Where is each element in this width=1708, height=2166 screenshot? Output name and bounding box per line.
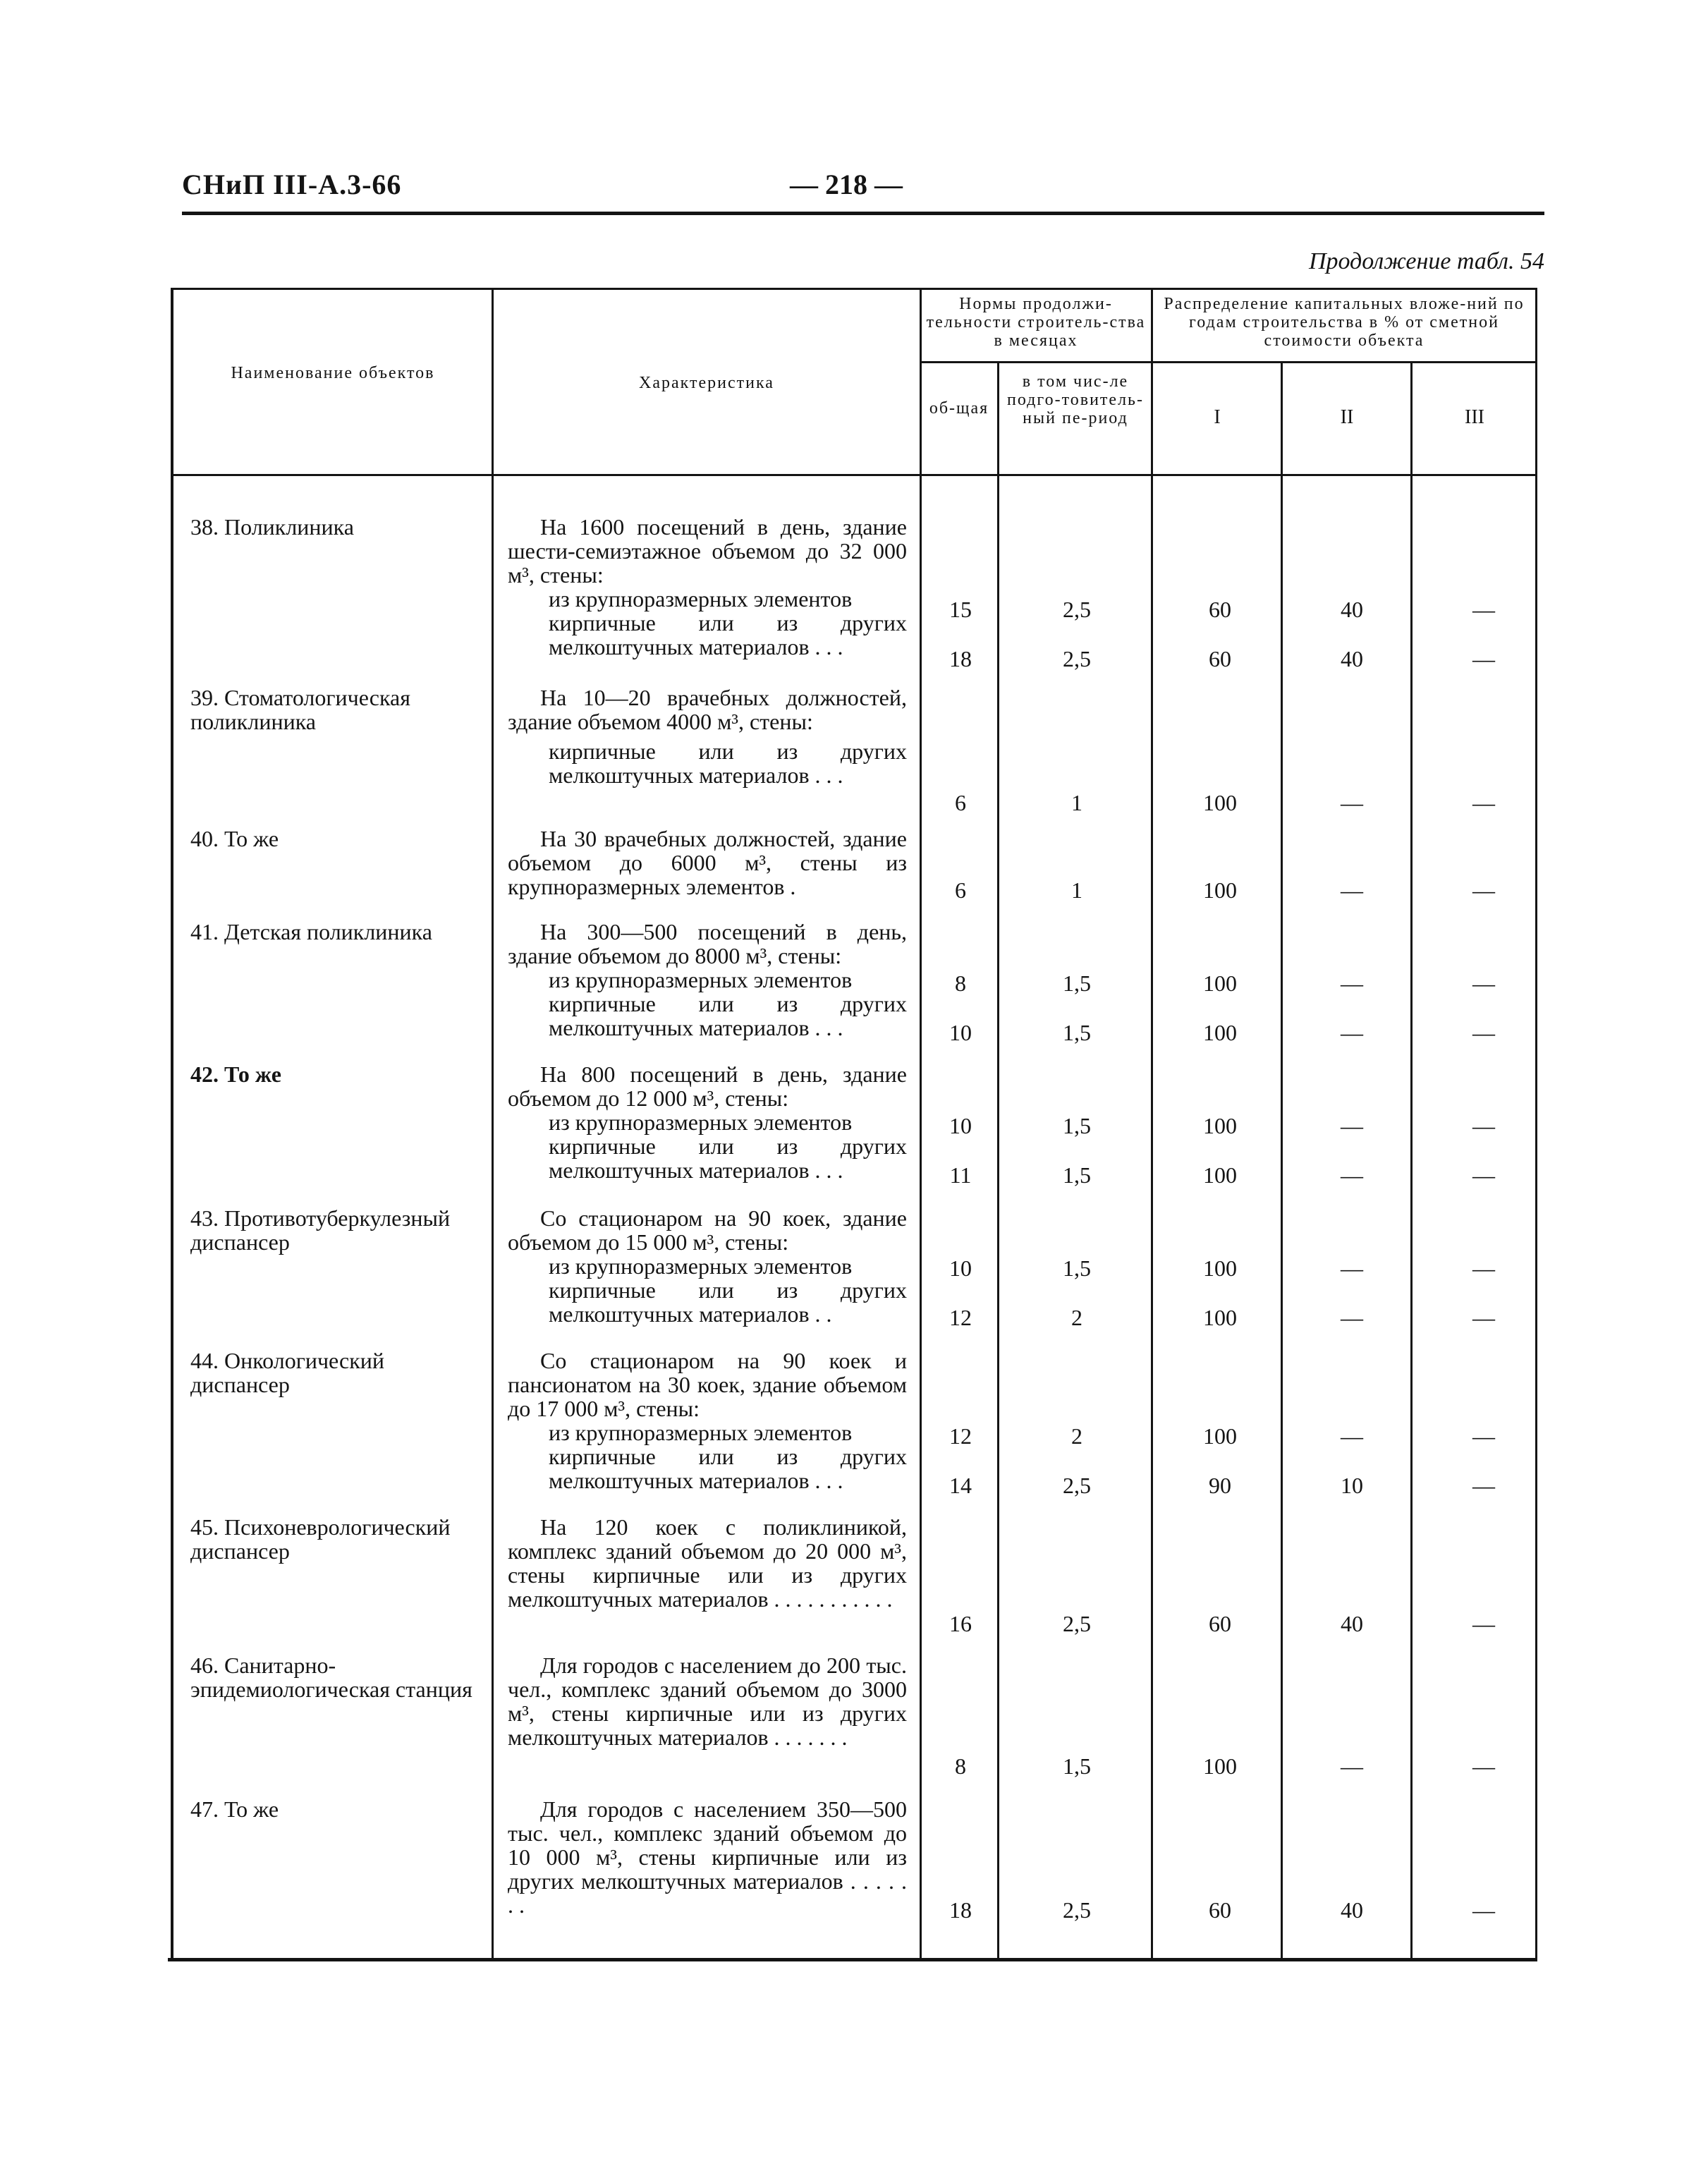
cell-year-III: —	[1472, 1423, 1495, 1449]
divider-header-body	[171, 474, 1537, 476]
row-intro: Со стационаром на 90 коек и пансионатом на 30 коек, здание объемом до 17 000 м³, стены:	[508, 1348, 907, 1421]
row-line: кирпичные или из других мелкоштучных материалов . . .	[549, 1444, 907, 1493]
row-line: кирпичные или из других мелкоштучных материалов . . .	[549, 610, 907, 659]
row-name: 40. То же	[190, 826, 279, 851]
row-name: 46. Санитарно-эпидемиологическая станция	[190, 1653, 472, 1702]
cell-year-III: —	[1472, 1753, 1495, 1779]
row-line: кирпичные или из других мелкоштучных материалов . . .	[549, 1133, 907, 1183]
cell-year-II: —	[1341, 1305, 1363, 1330]
row-name: 43. Противотуберкулезный диспансер	[190, 1205, 451, 1255]
cell-year-I: 100	[1203, 1423, 1237, 1449]
row-intro: На 120 коек с поликлиникой, комплекс зданий объемом до 20 000 м³, стены кирпичные или из других мелкоштучных материалов . . . . . . . . . . .	[508, 1514, 907, 1612]
cell-total: 16	[949, 1611, 972, 1636]
cell-year-III: —	[1472, 1305, 1495, 1330]
row-name: 44. Онкологический диспансер	[190, 1348, 385, 1397]
cell-year-II: —	[1341, 1162, 1363, 1188]
table-bottom-border	[168, 1958, 1537, 1961]
cell-prep: 2	[1071, 1423, 1082, 1449]
row-line: из крупноразмерных элементов	[549, 1420, 853, 1445]
cell-year-II: —	[1341, 971, 1363, 996]
row-characteristic	[508, 920, 907, 1040]
table-left-border	[171, 288, 173, 1961]
cell-total: 18	[949, 1897, 972, 1923]
cell-total: 10	[949, 1255, 972, 1281]
table-continuation-caption: Продолжение табл. 54	[1308, 248, 1544, 274]
row-intro: На 10—20 врачебных должностей, здание объемом 4000 м³, стены:	[508, 685, 907, 734]
header-prep: в том чис-ле подго-товитель-ный пе-риод	[1006, 372, 1144, 427]
cell-year-III: —	[1472, 1113, 1495, 1138]
row-characteristic	[508, 686, 907, 787]
row-intro: Для городов с населением 350—500 тыс. чел., комплекс зданий объемом до 10 000 м³, стены кирпичные или из других мелкоштучных материалов . . . . . . .	[508, 1796, 907, 1918]
row-line: из крупноразмерных элементов	[549, 1109, 853, 1135]
row-intro: На 30 врачебных должностей, здание объемом до 6000 м³, стены из крупноразмерных элементов .	[508, 826, 907, 899]
row-line: из крупноразмерных элементов	[549, 586, 853, 612]
cell-year-III: —	[1472, 646, 1495, 671]
cell-total: 6	[955, 790, 966, 815]
row-characteristic	[508, 1206, 907, 1326]
cell-prep: 1,5	[1063, 1162, 1091, 1188]
cell-total: 11	[949, 1162, 972, 1188]
cell-year-II: —	[1341, 790, 1363, 815]
cell-year-III: —	[1472, 1611, 1495, 1636]
cell-year-III: —	[1472, 1897, 1495, 1923]
cell-year-I: 100	[1203, 1305, 1237, 1330]
cell-year-I: 100	[1203, 971, 1237, 996]
cell-year-II: 40	[1341, 1897, 1363, 1923]
cell-year-I: 60	[1209, 1611, 1231, 1636]
cell-prep: 1,5	[1063, 1753, 1091, 1779]
divider-total-prep	[997, 361, 999, 1961]
cell-prep: 1	[1071, 790, 1082, 815]
cell-year-II: 40	[1341, 597, 1363, 622]
row-line: кирпичные или из других мелкоштучных материалов . .	[549, 1277, 907, 1327]
cell-year-I: 100	[1203, 877, 1237, 903]
cell-total: 15	[949, 597, 972, 622]
cell-year-I: 90	[1209, 1473, 1231, 1498]
cell-year-I: 60	[1209, 597, 1231, 622]
cell-prep: 1	[1071, 877, 1082, 903]
cell-year-II: —	[1341, 1113, 1363, 1138]
header-distribution-group: Распределение капитальных вложе-ний по годам строительства в % от сметной стоимости объекта	[1164, 295, 1525, 350]
cell-prep: 1,5	[1063, 971, 1091, 996]
cell-prep: 2,5	[1063, 597, 1091, 622]
header-total: об-щая	[929, 399, 989, 418]
row-name: 47. То же	[190, 1796, 279, 1822]
divider-char-total	[920, 288, 922, 1961]
cell-year-I: 60	[1209, 1897, 1231, 1923]
row-line: кирпичные или из других мелкоштучных материалов . . .	[549, 991, 907, 1040]
header-year-I: I	[1214, 406, 1221, 428]
cell-year-III: —	[1472, 1255, 1495, 1281]
cell-total: 6	[955, 877, 966, 903]
cell-year-III: —	[1472, 877, 1495, 903]
cell-year-I: 100	[1203, 790, 1237, 815]
cell-year-I: 100	[1203, 1020, 1237, 1045]
row-characteristic	[508, 515, 907, 659]
cell-total: 8	[955, 971, 966, 996]
row-characteristic	[508, 1349, 907, 1492]
header-year-III: III	[1465, 406, 1484, 428]
cell-year-I: 100	[1203, 1113, 1237, 1138]
divider-name-char	[492, 288, 494, 1961]
page-number: — 218 —	[790, 169, 903, 200]
row-line: из крупноразмерных элементов	[549, 967, 853, 992]
header-rule	[182, 212, 1544, 215]
cell-year-III: —	[1472, 971, 1495, 996]
header-name: Наименование объектов	[231, 364, 435, 382]
cell-year-II: 40	[1341, 1611, 1363, 1636]
row-characteristic	[508, 1797, 907, 1917]
cell-year-II: 10	[1341, 1473, 1363, 1498]
table-top-border	[171, 288, 1537, 290]
row-characteristic	[508, 827, 907, 899]
cell-total: 10	[949, 1113, 972, 1138]
cell-year-II: —	[1341, 1020, 1363, 1045]
cell-total: 12	[949, 1423, 972, 1449]
row-name: 38. Поликлиника	[190, 514, 354, 540]
header-year-II: II	[1340, 406, 1354, 428]
row-characteristic	[508, 1062, 907, 1182]
cell-prep: 2,5	[1063, 646, 1091, 671]
header-characteristic: Характеристика	[639, 374, 774, 392]
cell-total: 8	[955, 1753, 966, 1779]
cell-prep: 1,5	[1063, 1255, 1091, 1281]
cell-prep: 2	[1071, 1305, 1082, 1330]
cell-year-I: 100	[1203, 1162, 1237, 1188]
row-intro: На 1600 посещений в день, здание шести-семиэтажное объемом до 32 000 м³, стены:	[508, 514, 907, 588]
divider-prep-I	[1151, 288, 1153, 1961]
norms-table	[171, 288, 1539, 1961]
cell-year-I: 60	[1209, 646, 1231, 671]
row-line: из крупноразмерных элементов	[549, 1253, 853, 1279]
row-line: кирпичные или из других мелкоштучных материалов . . .	[549, 738, 907, 788]
row-characteristic	[508, 1515, 907, 1611]
cell-year-III: —	[1472, 1162, 1495, 1188]
cell-year-II: —	[1341, 1753, 1363, 1779]
cell-year-II: —	[1341, 1255, 1363, 1281]
header-norms-group: Нормы продолжи-тельности строитель-ства в месяцах	[926, 295, 1146, 350]
cell-prep: 2,5	[1063, 1473, 1091, 1498]
row-name: 41. Детская поликлиника	[190, 919, 432, 944]
cell-year-III: —	[1472, 1020, 1495, 1045]
row-name: 39. Стоматологическая поликлиника	[190, 685, 410, 734]
row-intro: На 800 посещений в день, здание объемом до 12 000 м³, стены:	[508, 1061, 907, 1111]
cell-total: 12	[949, 1305, 972, 1330]
row-name: 42. То же	[190, 1061, 281, 1087]
cell-total: 10	[949, 1020, 972, 1045]
row-intro: Для городов с населением до 200 тыс. чел., комплекс зданий объемом до 3000 м³, стены кирпичные или из других мелкоштучных материалов . . . . . . .	[508, 1653, 907, 1750]
cell-year-II: —	[1341, 877, 1363, 903]
row-intro: Со стационаром на 90 коек, здание объемом до 15 000 м³, стены:	[508, 1205, 907, 1255]
row-characteristic	[508, 1653, 907, 1749]
divider-group-headers	[920, 361, 1537, 363]
cell-year-I: 100	[1203, 1753, 1237, 1779]
cell-prep: 2,5	[1063, 1897, 1091, 1923]
cell-year-III: —	[1472, 597, 1495, 622]
cell-total: 14	[949, 1473, 972, 1498]
cell-year-I: 100	[1203, 1255, 1237, 1281]
cell-prep: 1,5	[1063, 1113, 1091, 1138]
cell-year-II: 40	[1341, 646, 1363, 671]
row-name: 45. Психоневрологический диспансер	[190, 1514, 451, 1564]
cell-prep: 1,5	[1063, 1020, 1091, 1045]
cell-year-III: —	[1472, 790, 1495, 815]
row-intro: На 300—500 посещений в день, здание объемом до 8000 м³, стены:	[508, 919, 907, 968]
document-code: СНиП III-А.3-66	[182, 169, 402, 200]
cell-year-II: —	[1341, 1423, 1363, 1449]
cell-year-III: —	[1472, 1473, 1495, 1498]
cell-total: 18	[949, 646, 972, 671]
cell-prep: 2,5	[1063, 1611, 1091, 1636]
